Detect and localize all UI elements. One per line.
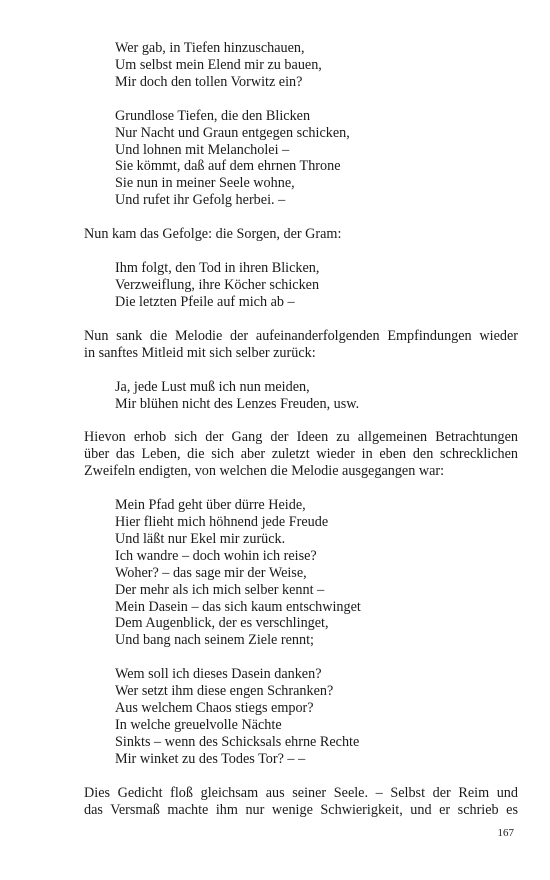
prose-paragraph-4 — [84, 785, 518, 819]
prose-line: das Versmaß machte ihm nur wenige Schwierigkeit, und er schrieb es — [84, 801, 518, 818]
verse-line: Und bang nach seinem Ziele rennt; — [115, 632, 314, 649]
poem-stanza-4 — [84, 379, 518, 413]
verse-line: Mein Dasein – das sich kaum entschwinget — [115, 598, 361, 615]
prose-line: über das Leben, die sich aber zuletzt wieder in eben den schrecklichen — [84, 446, 518, 463]
verse-line: Mein Pfad geht über dürre Heide, — [115, 497, 306, 514]
verse-line: Nur Nacht und Graun entgegen schicken, — [115, 124, 350, 141]
verse-line: Grundlose Tiefen, die den Blicken — [115, 107, 311, 124]
stanza-gap — [84, 480, 518, 497]
stanza-gap — [84, 362, 518, 379]
verse-line: Aus welchem Chaos stiegs empor? — [115, 700, 314, 717]
prose-line: Nun sank die Melodie der aufeinanderfolgenden Empfindungen wieder — [84, 327, 518, 344]
verse-line: Mir winket zu des Todes Tor? – – — [115, 750, 306, 767]
prose-line: Zweifeln endigten, von welchen die Melodie ausgegangen war: — [84, 463, 445, 480]
poem-stanza-1 — [84, 40, 518, 91]
stanza-gap — [84, 768, 518, 785]
verse-line: Und läßt nur Ekel mir zurück. — [115, 530, 286, 547]
verse-line: Wem soll ich dieses Dasein danken? — [115, 666, 322, 683]
verse-line: Verzweiflung, ihre Köcher schicken — [115, 276, 320, 293]
prose-paragraph-3 — [84, 429, 518, 480]
verse-line: Ihm folgt, den Tod in ihren Blicken, — [115, 260, 320, 277]
verse-line: Dem Augenblick, der es verschlinget, — [115, 615, 329, 632]
verse-line: Mir doch den tollen Vorwitz ein? — [115, 73, 303, 90]
poem-stanza-2 — [84, 108, 518, 209]
verse-line: Sinkts – wenn des Schicksals ehrne Rechte — [115, 733, 360, 750]
verse-line: Woher? – das sage mir der Weise, — [115, 564, 307, 581]
stanza-gap — [84, 649, 518, 666]
verse-line: Die letzten Pfeile auf mich ab – — [115, 293, 295, 310]
verse-line: Sie kömmt, daß auf dem ehrnen Throne — [115, 158, 341, 175]
verse-line: In welche greuelvolle Nächte — [115, 717, 282, 733]
prose-paragraph-2 — [84, 328, 518, 362]
stanza-gap — [84, 91, 518, 108]
page-body — [84, 40, 518, 819]
stanza-gap — [84, 243, 518, 260]
verse-line: Ich wandre – doch wohin ich reise? — [115, 547, 317, 564]
verse-line: Und rufet ihr Gefolg herbei. – — [115, 192, 286, 209]
stanza-gap — [84, 209, 518, 226]
poem-stanza-6 — [84, 666, 518, 767]
prose-line: Hievon erhob sich der Gang der Ideen zu allgemeinen Betrachtungen — [84, 429, 518, 446]
prose-line: Nun kam das Gefolge: die Sorgen, der Gram: — [84, 226, 342, 243]
poem-stanza-5 — [84, 497, 518, 649]
prose-paragraph-1 — [84, 226, 518, 243]
prose-line: Dies Gedicht floß gleichsam aus seiner Seele. – Selbst der Reim und — [84, 784, 518, 801]
stanza-gap — [84, 311, 518, 328]
verse-line: Mir blühen nicht des Lenzes Freuden, usw. — [115, 395, 360, 412]
stanza-gap — [84, 412, 518, 429]
verse-line: Der mehr als ich mich selber kennt – — [115, 581, 325, 598]
verse-line: Hier flieht mich höhnend jede Freude — [115, 514, 329, 531]
verse-line: Sie nun in meiner Seele wohne, — [115, 175, 295, 192]
verse-line: Wer gab, in Tiefen hinzuschauen, — [115, 40, 305, 56]
prose-line: in sanftes Mitleid mit sich selber zurück: — [84, 344, 316, 361]
poem-stanza-3 — [84, 260, 518, 311]
verse-line: Wer setzt ihm diese engen Schranken? — [115, 683, 334, 700]
verse-line: Ja, jede Lust muß ich nun meiden, — [115, 378, 310, 395]
verse-line: Und lohnen mit Melancholei – — [115, 141, 290, 158]
verse-line: Um selbst mein Elend mir zu bauen, — [115, 56, 322, 73]
page-number: 167 — [497, 827, 514, 839]
